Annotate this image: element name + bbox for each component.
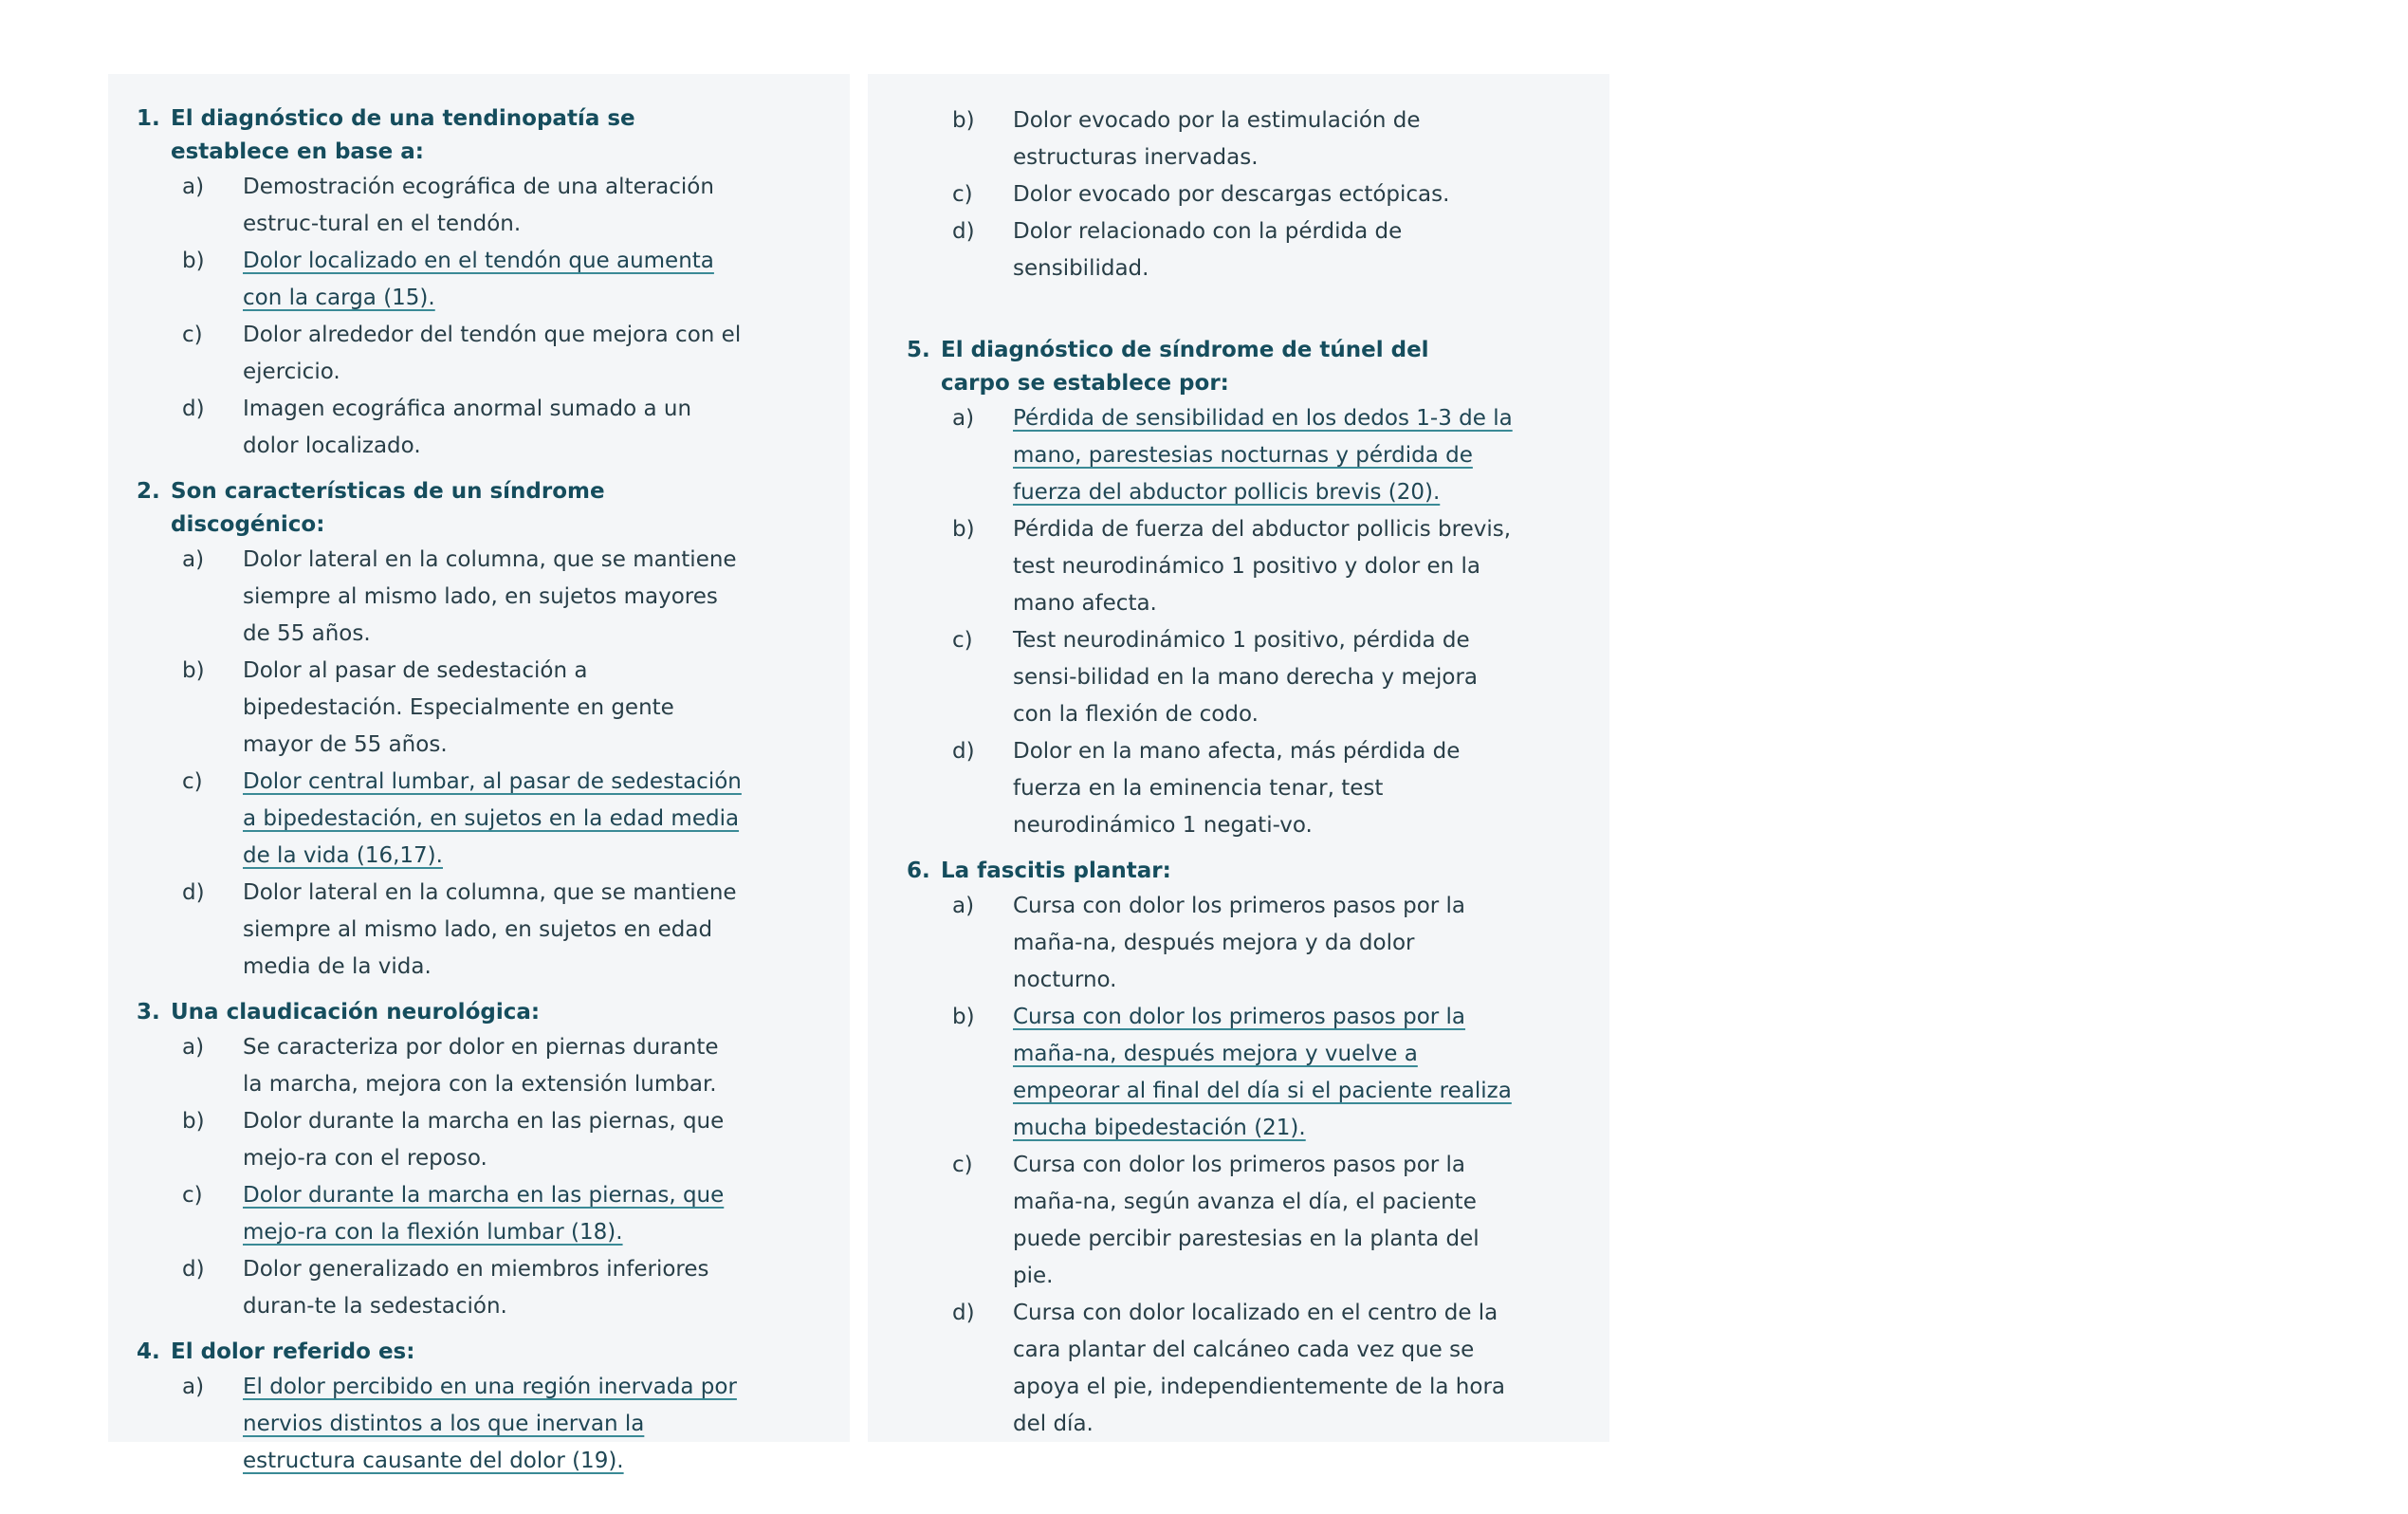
question-number: 5. xyxy=(907,338,930,362)
option-c xyxy=(907,622,1609,733)
option-letter: b) xyxy=(952,1005,975,1029)
option-letter: c) xyxy=(182,769,203,794)
option-text: Cursa con dolor los primeros pasos por la maña-na, según avanza el día, el paciente puede percibir parestesias en la planta del pie. xyxy=(1013,1153,1480,1288)
option-a xyxy=(907,400,1609,511)
option-letter: b) xyxy=(182,658,205,683)
option-c xyxy=(137,317,850,391)
question-text: El diagnóstico de una tendinopatía se establece en base a: xyxy=(171,106,635,164)
option-text: Cursa con dolor los primeros pasos por la maña-na, después mejora y da dolor nocturno. xyxy=(1013,894,1466,992)
option-text: Dolor evocado por la estimulación de estructuras inervadas. xyxy=(1013,108,1421,170)
question-2-heading xyxy=(137,475,850,542)
option-letter: b) xyxy=(182,249,205,273)
option-text: Cursa con dolor localizado en el centro de la cara plantar del calcáneo cada vez que se apoya el pie, independientemente de la hora del día. xyxy=(1013,1301,1505,1436)
correct-answer-text: Dolor durante la marcha en las piernas, que mejo-ra con la flexión lumbar (18). xyxy=(243,1183,725,1245)
option-letter: d) xyxy=(182,880,205,905)
option-letter: b) xyxy=(952,517,975,542)
option-letter: a) xyxy=(952,894,975,918)
question-5 xyxy=(907,334,1609,844)
option-d xyxy=(137,391,850,465)
option-letter: d) xyxy=(182,397,205,421)
question-number: 4. xyxy=(137,1339,160,1364)
question-number: 1. xyxy=(137,106,160,131)
right-column-panel xyxy=(868,74,1609,1442)
option-a xyxy=(137,1369,850,1480)
correct-answer-text: Pérdida de sensibilidad en los dedos 1-3 de la mano, parestesias nocturnas y pérdida de fuerza del abductor pollicis brevis (20). xyxy=(1013,406,1513,505)
option-letter: a) xyxy=(952,406,975,431)
option-list xyxy=(137,169,850,465)
question-number: 2. xyxy=(137,479,160,504)
question-2 xyxy=(137,475,850,986)
question-number: 6. xyxy=(907,859,930,883)
question-6-heading xyxy=(907,855,1609,888)
question-1 xyxy=(137,102,850,465)
option-c xyxy=(137,1177,850,1251)
option-letter: d) xyxy=(952,739,975,764)
option-b xyxy=(137,243,850,317)
option-letter: b) xyxy=(182,1109,205,1134)
option-a xyxy=(137,1029,850,1103)
option-a xyxy=(137,169,850,243)
option-letter: d) xyxy=(952,1301,975,1325)
option-d xyxy=(137,1251,850,1325)
option-c xyxy=(907,1147,1609,1295)
question-text: El dolor referido es: xyxy=(171,1339,415,1364)
option-text: Dolor relacionado con la pérdida de sensibilidad. xyxy=(1013,219,1403,281)
option-letter: d) xyxy=(182,1257,205,1282)
option-list xyxy=(137,1369,850,1480)
option-list xyxy=(907,888,1609,1443)
option-d xyxy=(137,875,850,986)
correct-answer-text: Dolor central lumbar, al pasar de sedestación a bipedestación, en sujetos en la edad media de la vida (16,17). xyxy=(243,769,742,868)
option-letter: a) xyxy=(182,175,205,199)
option-list xyxy=(907,400,1609,844)
option-c xyxy=(137,764,850,875)
option-list xyxy=(137,1029,850,1325)
option-b xyxy=(137,653,850,764)
option-list xyxy=(137,542,850,986)
question-5-heading xyxy=(907,334,1609,400)
option-letter: d) xyxy=(952,219,975,244)
option-text: Dolor lateral en la columna, que se mantiene siempre al mismo lado, en sujetos en edad media de la vida. xyxy=(243,880,737,979)
question-4-heading xyxy=(137,1336,850,1369)
option-text: Dolor en la mano afecta, más pérdida de fuerza en la eminencia tenar, test neurodinámico 1 negati-vo. xyxy=(1013,739,1461,838)
option-text: Imagen ecográfica anormal sumado a un dolor localizado. xyxy=(243,397,692,458)
correct-answer-text: El dolor percibido en una región inervada por nervios distintos a los que inervan la estructura causante del dolor (19). xyxy=(243,1375,737,1473)
option-b xyxy=(907,511,1609,622)
option-d xyxy=(907,1295,1609,1443)
question-4 xyxy=(137,1336,850,1480)
question-6 xyxy=(907,855,1609,1443)
question-number: 3. xyxy=(137,1000,160,1025)
question-4-continued-options xyxy=(907,102,1609,287)
option-letter: a) xyxy=(182,1035,205,1060)
option-letter: a) xyxy=(182,547,205,572)
option-letter: c) xyxy=(182,1183,203,1208)
option-b xyxy=(137,1103,850,1177)
option-text: Dolor evocado por descargas ectópicas. xyxy=(1013,182,1450,207)
question-3 xyxy=(137,996,850,1325)
correct-answer-text: Cursa con dolor los primeros pasos por la maña-na, después mejora y vuelve a empeorar al final del día si el paciente realiza mucha bipedestación (21). xyxy=(1013,1005,1512,1140)
option-letter: c) xyxy=(952,1153,973,1177)
option-b xyxy=(907,102,1609,176)
option-d xyxy=(907,213,1609,287)
option-text: Se caracteriza por dolor en piernas durante la marcha, mejora con la extensión lumbar. xyxy=(243,1035,719,1097)
option-text: Dolor durante la marcha en las piernas, que mejo-ra con el reposo. xyxy=(243,1109,725,1171)
option-a xyxy=(137,542,850,653)
question-3-heading xyxy=(137,996,850,1029)
option-letter: b) xyxy=(952,108,975,133)
option-b xyxy=(907,999,1609,1147)
left-column-panel xyxy=(108,74,850,1473)
option-a xyxy=(907,888,1609,999)
option-text: Dolor al pasar de sedestación a bipedestación. Especialmente en gente mayor de 55 años. xyxy=(243,658,674,757)
option-letter: c) xyxy=(182,323,203,347)
option-letter: c) xyxy=(952,182,973,207)
option-text: Test neurodinámico 1 positivo, pérdida de sensi-bilidad en la mano derecha y mejora con la flexión de codo. xyxy=(1013,628,1479,727)
question-1-heading xyxy=(137,102,850,169)
question-text: La fascitis plantar: xyxy=(941,859,1171,883)
question-text: El diagnóstico de síndrome de túnel del carpo se establece por: xyxy=(941,338,1429,396)
option-text: Demostración ecográfica de una alteración estruc-tural en el tendón. xyxy=(243,175,714,236)
option-text: Dolor generalizado en miembros inferiores duran-te la sedestación. xyxy=(243,1257,709,1319)
option-letter: c) xyxy=(952,628,973,653)
question-text: Son características de un síndrome discogénico: xyxy=(171,479,605,537)
option-text: Dolor lateral en la columna, que se mantiene siempre al mismo lado, en sujetos mayores de 55 años. xyxy=(243,547,737,646)
correct-answer-text: Dolor localizado en el tendón que aumenta con la carga (15). xyxy=(243,249,714,310)
option-text: Pérdida de fuerza del abductor pollicis brevis, test neurodinámico 1 positivo y dolor en la mano afecta. xyxy=(1013,517,1512,616)
question-text: Una claudicación neurológica: xyxy=(171,1000,541,1025)
option-text: Dolor alrededor del tendón que mejora con el ejercicio. xyxy=(243,323,742,384)
option-d xyxy=(907,733,1609,844)
option-c xyxy=(907,176,1609,213)
option-letter: a) xyxy=(182,1375,205,1399)
